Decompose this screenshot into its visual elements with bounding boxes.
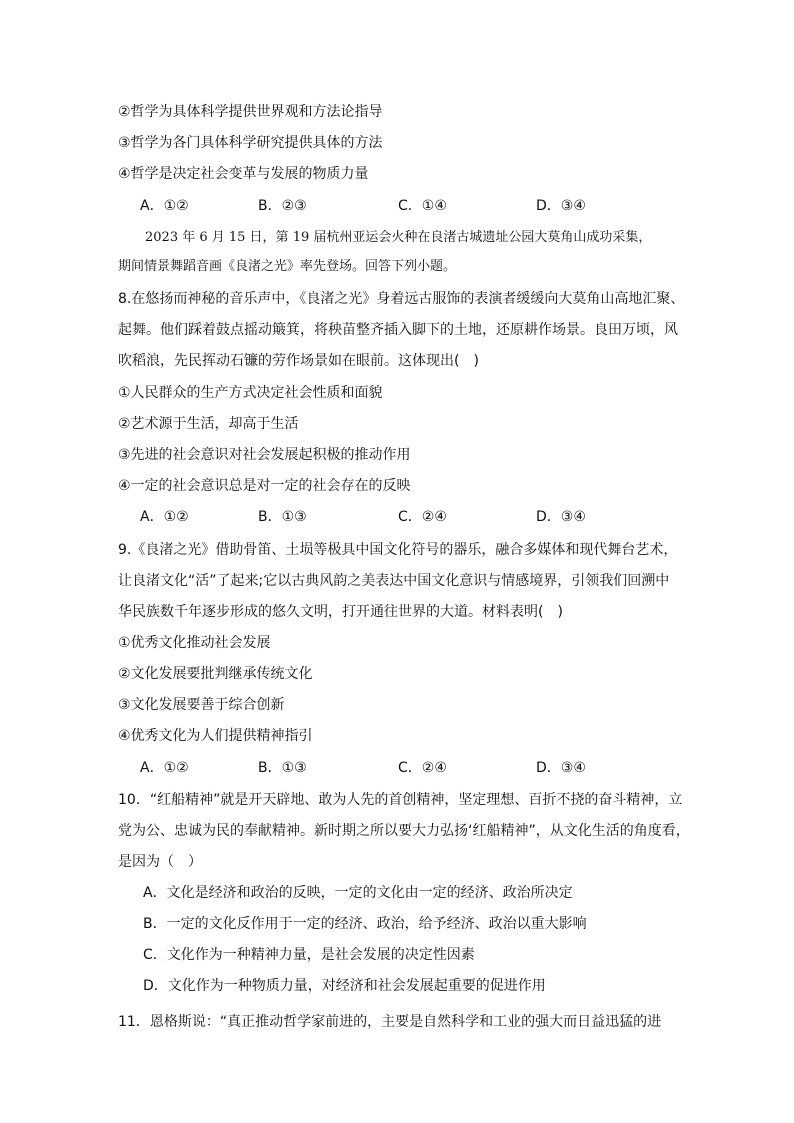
q8-option-b: B．①③ (258, 509, 307, 525)
q8-option-c: C．②④ (398, 509, 447, 525)
q9-stem-3: 华民族数千年逐步形成的悠久文明，打开通往世界的大道。材料表明( ) (118, 604, 563, 620)
q8-statement-2: ②艺术源于生活，却高于生活 (118, 416, 299, 432)
intro-line-1: 2023 年 6 月 15 日，第 19 届杭州亚运会火种在良渚古城遗址公园大莫角山成功采集， (145, 230, 652, 245)
q8-stem-2: 起舞。他们踩着鼓点摇动簸箕，将秧苗整齐插入脚下的土地，还原耕作场景。良田万顷，风 (118, 322, 678, 338)
q9-stem-2: 让良渚文化“活”了起来;它以古典风韵之美表达中国文化意识与情感境界，引领我们回溯中 (118, 573, 670, 589)
q10-option-d: D．文化作为一种物质力量，对经济和社会发展起重要的促进作用 (143, 978, 546, 994)
q7-option-b: B．②③ (258, 198, 307, 214)
q7-option-d: D．③④ (536, 198, 586, 214)
q8-stem-3: 吹稻浪，先民挥动石镰的劳作场景如在眼前。这体现出( ) (118, 353, 479, 369)
q7-statement-3: ③哲学为各门具体科学研究提供具体的方法 (118, 135, 383, 151)
q9-option-d: D．③④ (536, 760, 586, 776)
intro-line-2: 期间情景舞蹈音画《良渚之光》率先登场。回答下列小题。 (118, 259, 457, 274)
q10-option-c: C．文化作为一种精神力量，是社会发展的决定性因素 (143, 947, 475, 963)
q10-stem-2: 党为公、忠诚为民的奉献精神。新时期之所以要大力弘扬‘红船精神”，从文化生活的角度看， (118, 823, 690, 839)
q8-stem-1: 8.在悠扬而神秘的音乐声中，《良渚之光》身着远古服饰的表演者缓缓向大莫角山高地汇聚、 (118, 291, 685, 307)
q8-statement-3: ③先进的社会意识对社会发展起积极的推动作用 (118, 447, 411, 463)
q7-statement-2: ②哲学为具体科学提供世界观和方法论指导 (118, 104, 383, 120)
q11-stem-1: 11．恩格斯说：“真正推动哲学家前进的，主要是自然科学和工业的强大而日益迅猛的进 (118, 1014, 662, 1030)
q7-statement-4: ④哲学是决定社会变革与发展的物质力量 (118, 166, 369, 182)
q10-option-a: A．文化是经济和政治的反映，一定的文化由一定的经济、政治所决定 (143, 885, 573, 901)
q9-option-c: C．②④ (398, 760, 447, 776)
q9-option-b: B．①③ (258, 760, 307, 776)
q8-option-a: A．①② (140, 509, 189, 525)
q8-option-d: D．③④ (536, 509, 586, 525)
q7-option-c: C．①④ (398, 198, 447, 214)
q9-statement-1: ①优秀文化推动社会发展 (118, 635, 271, 651)
q10-stem-1: 10．“红船精神”就是开天辟地、敢为人先的首创精神，坚定理想、百折不挠的奋斗精神，立 (118, 792, 683, 808)
q9-stem-1: 9.《良渚之光》借助骨笛、土埙等极具中国文化符号的器乐，融合多媒体和现代舞台艺术， (118, 542, 678, 558)
q9-statement-3: ③文化发展要善于综合创新 (118, 697, 285, 713)
q8-statement-4: ④一定的社会意识总是对一定的社会存在的反映 (118, 478, 411, 494)
q7-option-a: A．①② (140, 198, 189, 214)
q10-option-b: B．一定的文化反作用于一定的经济、政治，给予经济、政治以重大影响 (143, 916, 587, 932)
q9-option-a: A．①② (140, 760, 189, 776)
q10-stem-3: 是因为（ ） (118, 854, 202, 870)
q9-statement-2: ②文化发展要批判继承传统文化 (118, 666, 313, 682)
q8-statement-1: ①人民群众的生产方式决定社会性质和面貌 (118, 385, 383, 401)
q9-statement-4: ④优秀文化为人们提供精神指引 (118, 728, 313, 744)
